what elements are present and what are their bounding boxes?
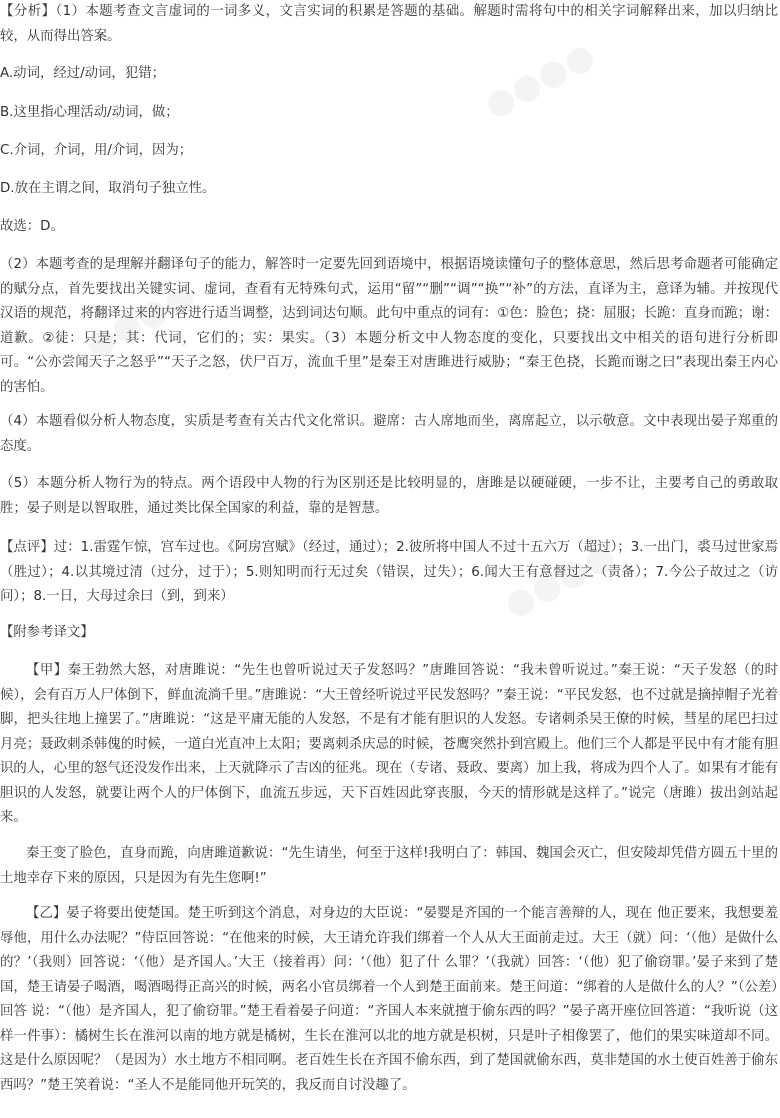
watermark: ●●●● (77, 274, 202, 366)
watermark: ●●●● (477, 34, 602, 126)
translation-paragraph: 秦王变了脸色，直身而跪，向唐雎道歉说：“先生请坐，何至于这样!我明白了：韩国、魏国会灭亡，但安陵却凭借方圆五十里的土地幸存下来的原因，只是因为有先生您啊!” (0, 846, 778, 886)
watermark: ●●●● (497, 534, 622, 626)
comment-paragraph: 【点评】过：1.雷霆乍惊，宫车过也。《阿房宫赋》（经过，通过）；2.彼所将中国人不过十五六万（超过）；3.一出门，裘马过世家焉（胜过）；4.以其境过清（过分，过于）；5.则知明而行无过矣（错误，过失）；6.闻大王有意督过之（责备）；7.今公子故过之（访问）；8.一日，大母过余曰（到，到来） (0, 540, 778, 604)
analysis-paragraph: （2）本题考查的是理解并翻译句子的能力，解答时一定要先回到语境中，根据语境读懂句子的整体意思，然后思考命题者可能确定的赋分点，首先要找出关键实词、虚词，查看有无特殊句式，运用“留”“删”“调”“换”“补”的方法，直译为主，意译为辅。并按现代汉语的规范，将翻译过来的内容进行适当调整，达到词达句顺。此句中重点的词有：①色：脸色；挠：屈服；长跪：直身而跪；谢：道歉。②徒：只是；其：代词，它们的；实：果实。（3）本题分析文中人物态度的变化，只要找出文中相关的语句进行分析即可。“公亦尝闻天子之怒乎”“天子之怒，伏尸百万，流血千里”是秦王对唐雎进行威胁；“秦王色挠，长跪而谢之曰”表现出秦王内心的害怕。 (0, 257, 778, 395)
option-a: A.动词，经过/动词，犯错； (0, 66, 165, 81)
analysis-paragraph: 【分析】（1）本题考查文言虚词的一词多义，文言实词的积累是答题的基础。解题时需将句中的相关字词解释出来，加以归纳比较，从而得出答案。 (0, 4, 778, 44)
option-c: C.介词，介词，用/介词，因为； (0, 143, 193, 158)
option-b: B.这里指心理活动/动词，做； (0, 105, 179, 120)
translation-paragraph: 【乙】晏子将要出使楚国。楚王听到这个消息，对身边的大臣说：“晏婴是齐国的一个能言善辩的人，现在 他正要来，我想要羞辱他，用什么办法呢？”侍臣回答说：“在他来的时候，大王请允许我们绑着一个人从大王面前走过。大王（就）问：‘（他）是做什么的？’（我则）回答说：‘（他）是齐国人。’大王（接着再）问：‘（他）犯了什 么罪？’（我就）回答：‘（他）犯了偷窃罪。’晏子来到了楚国，楚王请晏子喝酒，喝酒喝得正高兴的时候，两名小官员绑着一个人到楚王面前来。楚王问道：“绑着的人是做什么的人？”（公差）回答 说：“（他）是齐国人，犯了偷窃罪。”楚王看着晏子问道：“齐国人本来就擅于偷东西的吗？”晏子离开座位回答道：“我听说（这样一件事）：橘树生长在淮河以南的地方就是橘树，生长在淮河以北的地方就是枳树，只是叶子相像罢了，他们的果实味道却不同。这是什么原因呢？（是因为）水土地方不相同啊。老百姓生长在齐国不偷东西，到了楚国就偷东西，莫非楚国的水土使百姓善于偷东西吗？”楚王笑着说：“圣人不是能同他开玩笑的，我反而自讨没趣了。 (0, 906, 778, 1093)
translation-paragraph: 【甲】秦王勃然大怒，对唐雎说：“先生也曾听说过天子发怒吗？”唐雎回答说：“我未曾听说过。”秦王说：“天子发怒（的时候），会有百万人尸体倒下，鲜血流淌千里。”唐雎说：“大王曾经听说过平民发怒吗？”秦王说：“平民发怒，也不过就是摘掉帽子光着脚，把头往地上撞罢了。”唐雎说：“这是平庸无能的人发怒，不是有才能有胆识的人发怒。专诸刺杀吴王僚的时候，彗星的尾巴扫过月亮；聂政刺杀韩傀的时候，一道白光直冲上太阳；要离刺杀庆忌的时候，苍鹰突然扑到宫殿上。他们三个人都是平民中有才能有胆识的人，心里的怒气还没发作出来，上天就降示了吉凶的征兆。现在（专诸、聂政、要离）加上我，将成为四个人了。如果有才能有胆识的人发怒，就要让两个人的尸体倒下，血流五步远，天下百姓因此穿丧服，今天的情形就是这样了。”说完（唐雎）拔出剑站起来。 (0, 663, 778, 825)
translation-heading: 【附参考译文】 (0, 625, 94, 640)
analysis-paragraph: （4）本题看似分析人物态度，实质是考查有关古代文化常识。避席：古人席地而坐，离席起立，以示敬意。文中表现出晏子郑重的态度。 (0, 414, 778, 454)
analysis-paragraph: （5）本题分析人物行为的特点。两个语段中人物的行为区别还是比较明显的，唐雎是以硬碰硬，一步不让，主要考自己的勇敢取胜；晏子则是以智取胜，通过类比保全国家的利益，靠的是智慧。 (0, 476, 778, 516)
answer-line: 故选：D。 (0, 219, 64, 234)
option-d: D.放在主谓之间，取消句子独立性。 (0, 181, 216, 196)
